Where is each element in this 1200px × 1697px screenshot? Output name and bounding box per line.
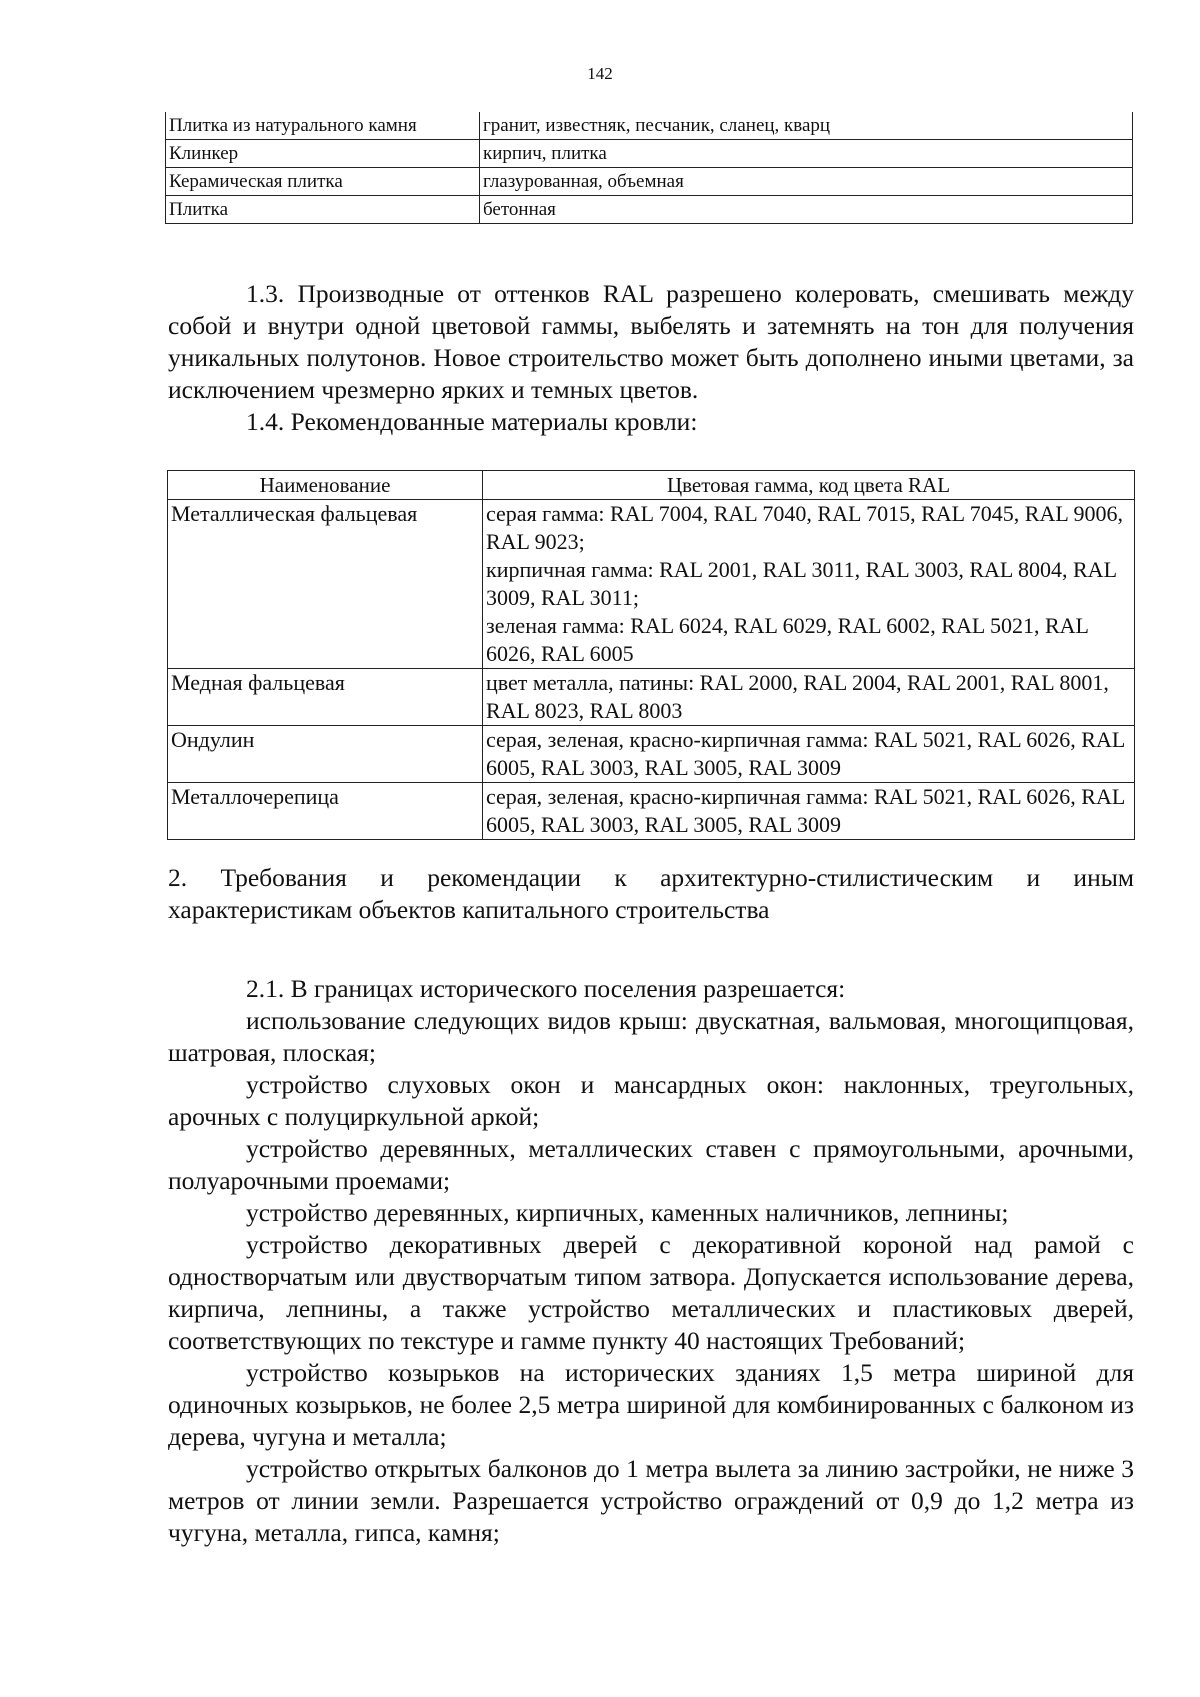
table-row [168, 500, 1135, 669]
list-item: использование следующих видов крыш: двускатная, вальмовая, многощипцовая, шатровая, плоская; [168, 1006, 1134, 1067]
list-item: устройство декоративных дверей с декоративной короной над рамой с одностворчатым или двустворчатым типом затвора. Допускается использование дерева, кирпича, лепнины, а также устройство металлических и пластиковых дверей, соответствующих по текстуре и гамме пункту 40 настоящих Требований; [168, 1230, 1134, 1355]
section-2-1-block [168, 973, 1134, 1549]
page-number: 142 [587, 64, 613, 83]
section-1-3-block [168, 278, 1134, 438]
section-1-3-paragraph: 1.3. Производные от оттенков RAL разрешено колеровать, смешивать между собой и внутри одной цветовой гаммы, выбелять и затемнять на тон для получения уникальных полутонов. Новое строительство может быть дополнено иными цветами, за исключением чрезмерно ярких и темных цветов. [168, 279, 1134, 404]
table-cell: Керамическая плитка [166, 168, 480, 196]
roof-material-name: Металлочерепица [168, 783, 483, 840]
table-header-cell: Наименование [168, 471, 483, 500]
table-row [166, 140, 1133, 168]
roof-material-name: Медная фальцевая [168, 669, 483, 726]
table-row [166, 168, 1133, 196]
table-cell: Плитка [166, 196, 480, 224]
list-item: устройство слуховых окон и мансардных окон: наклонных, треугольных, арочных с полуциркульной аркой; [168, 1070, 1134, 1131]
list-item: устройство деревянных, металлических ставен с прямоугольными, арочными, полуарочными проемами; [168, 1134, 1134, 1195]
roof-color-line: серая гамма: RAL 7004, RAL 7040, RAL 7015, RAL 7045, RAL 9006, RAL 9023; [486, 501, 1123, 554]
table-cell: Плитка из натурального камня [166, 112, 480, 140]
section-1-4-paragraph: 1.4. Рекомендованные материалы кровли: [246, 407, 698, 436]
section-2-1-intro: 2.1. В границах исторического поселения разрешается: [246, 974, 846, 1003]
roof-color-cell [483, 500, 1135, 669]
table-row [168, 726, 1135, 783]
table-row [166, 196, 1133, 224]
table-header-row [168, 471, 1135, 500]
roof-material-name: Ондулин [168, 726, 483, 783]
roof-color-cell [483, 726, 1135, 783]
table-cell: глазурованная, объемная [480, 168, 1133, 196]
table-cell: гранит, известняк, песчаник, сланец, кварц [480, 112, 1133, 140]
roof-color-cell [483, 669, 1135, 726]
roof-color-line: кирпичная гамма: RAL 2001, RAL 3011, RAL 3003, RAL 8004, RAL 3009, RAL 3011; [486, 557, 1117, 610]
roof-materials-table [167, 470, 1135, 840]
roof-color-cell [483, 783, 1135, 840]
table-row [166, 112, 1133, 140]
facing-materials-table [165, 112, 1133, 224]
roof-color-line: зеленая гамма: RAL 6024, RAL 6029, RAL 6002, RAL 5021, RAL 6026, RAL 6005 [486, 613, 1089, 666]
section-2-heading: 2. Требования и рекомендации к архитектурно-стилистическим и иным характеристикам объектов капитального строительства [168, 863, 1134, 924]
table-cell: Клинкер [166, 140, 480, 168]
roof-color-line: серая, зеленая, красно-кирпичная гамма: RAL 5021, RAL 6026, RAL 6005, RAL 3003, RAL 3005, RAL 3009 [486, 784, 1125, 837]
table-header-cell: Цветовая гамма, код цвета RAL [483, 471, 1135, 500]
list-item: устройство открытых балконов до 1 метра вылета за линию застройки, не ниже 3 метров от линии земли. Разрешается устройство ограждений от 0,9 до 1,2 метра из чугуна, металла, гипса, камня; [168, 1454, 1134, 1547]
roof-color-line: серая, зеленая, красно-кирпичная гамма: RAL 5021, RAL 6026, RAL 6005, RAL 3003, RAL 3005, RAL 3009 [486, 727, 1125, 780]
table-row [168, 669, 1135, 726]
table-cell: кирпич, плитка [480, 140, 1133, 168]
list-item: устройство деревянных, кирпичных, каменных наличников, лепнины; [246, 1198, 1009, 1227]
roof-color-line: цвет металла, патины: RAL 2000, RAL 2004, RAL 2001, RAL 8001, RAL 8023, RAL 8003 [486, 670, 1109, 723]
table-cell: бетонная [480, 196, 1133, 224]
section-2-heading-block [168, 862, 1134, 926]
table-row [168, 783, 1135, 840]
list-item: устройство козырьков на исторических зданиях 1,5 метра шириной для одиночных козырьков, не более 2,5 метра шириной для комбинированных с балконом из дерева, чугуна и металла; [168, 1358, 1134, 1451]
roof-material-name: Металлическая фальцевая [168, 500, 483, 669]
